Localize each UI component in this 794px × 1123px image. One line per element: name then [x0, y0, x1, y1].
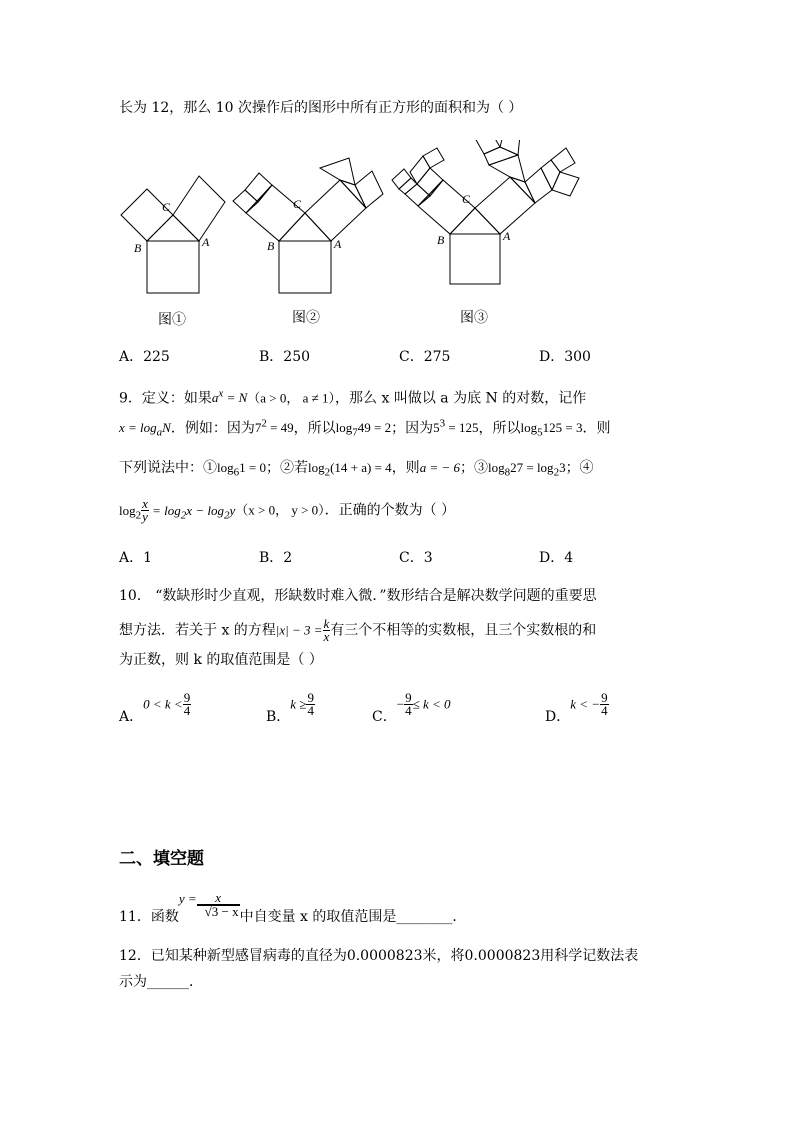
q10-option-c: C．− $\frac{9}{4}$ ≤ k < 0: [372, 690, 451, 725]
q9-option-d: D．4: [539, 550, 574, 566]
q9-option-a: A．1: [119, 550, 153, 566]
q10-option-b: B．k ≥ $\frac{9}{4}$: [266, 690, 314, 725]
q12-line2: 示为______．: [119, 974, 203, 990]
fig2-lr-square: [245, 173, 272, 202]
q10-option-d: D．k < − $\frac{9}{4}$: [545, 690, 608, 725]
sqrt-denominator: √3 − x: [197, 905, 240, 918]
fig3-label-b: B: [437, 233, 445, 247]
fig3-caption: 图③: [460, 310, 488, 326]
fig3-base-square: [450, 234, 500, 284]
fig2-label-c: C: [293, 197, 302, 211]
fig1-label-a: A: [202, 235, 210, 249]
q10-line3: 为正数，则 k 的取值范围是（ ）: [119, 652, 323, 668]
q10-line2: 想方法．若关于 x 的方程|x| − 3 = $\frac{k}{x}$ 有三个不相等的实数根，且三个实数根的和: [119, 616, 597, 644]
fig1-label-c: C: [162, 200, 171, 214]
fig1-caption: 图①: [158, 312, 186, 328]
fig2-triangle: [279, 213, 331, 241]
fig1-right-square: [173, 176, 225, 241]
fig3-right-square: [475, 177, 535, 234]
figure-2: [233, 158, 383, 293]
q10-line1: 10． “数缺形时少直观，形缺数时难入微．”数形结合是解决数学问题的重要思: [119, 588, 597, 604]
fig1-triangle: [147, 215, 199, 241]
fig1-label-b: B: [134, 241, 142, 255]
q8-option-c: C．275: [399, 349, 451, 365]
q10-option-a: A．0 < k < $\frac{9}{4}$: [119, 690, 191, 725]
fig2-rr-square: [355, 171, 383, 208]
fig1-base-square: [147, 241, 199, 293]
fig3-left-square: [418, 180, 475, 234]
q9-line1: 9．定义：如果$a^x = N(a > 0$， a ≠ 1），那么 x 叫做以 a 为底 N 的对数，记作: [119, 388, 587, 407]
q9-option-b: B．2: [259, 550, 293, 566]
fig2-ll-square: [233, 190, 258, 213]
fig2-label-b: B: [267, 239, 275, 253]
fig2-rl-square: [320, 158, 355, 185]
q8-option-a: A．225: [119, 349, 170, 365]
fig3-label-a: A: [503, 229, 511, 243]
q12-line1: 12．已知某种新型感冒病毒的直径为0.0000823米，将0.0000823用科学记数法表: [119, 948, 639, 964]
fig1-left-square: [121, 189, 173, 241]
q9-option-c: C．3: [399, 550, 433, 566]
fig2-left-square: [246, 185, 305, 241]
fig2-base-square: [279, 241, 331, 293]
q9-line4: $\log_2$ $\frac{x}{y}$ = $\log_2x - \log_2y(x > 0$， y > 0）．正确的个数为（ ）: [119, 496, 456, 524]
fig3-triangle: [450, 208, 500, 234]
fig2-caption: 图②: [292, 310, 320, 326]
fig3-label-c: C: [462, 192, 471, 206]
figure-1: [121, 176, 225, 293]
q8-stem-tail: 长为 12，那么 10 次操作后的图形中所有正方形的面积和为（ ）: [119, 100, 523, 116]
q9-line3: 下列说法中：$①\log_61 = 0$；②若$\log_2(14 + a) = 4$，则a = − 6；$③\log_827 = \log_23$；④: [119, 460, 594, 479]
q11-line: 11．函数y = $\frac{x}{√3 - x}$ 中自变量 x 的取值范围是________．: [119, 890, 467, 925]
q8-option-d: D．300: [539, 349, 591, 365]
q9-line2: $x = \log_aN$．例如：因为$7^2 = 49$，所以$\log_749 = 2$；因为$5^3 = 125$，所以$\log_5125 = 3$．则: [119, 418, 611, 439]
fig2-label-a: A: [334, 237, 342, 251]
q8-option-b: B．250: [259, 349, 311, 365]
section-title-fill-blank: 二、填空题: [119, 849, 204, 869]
figure-3: [392, 140, 579, 284]
